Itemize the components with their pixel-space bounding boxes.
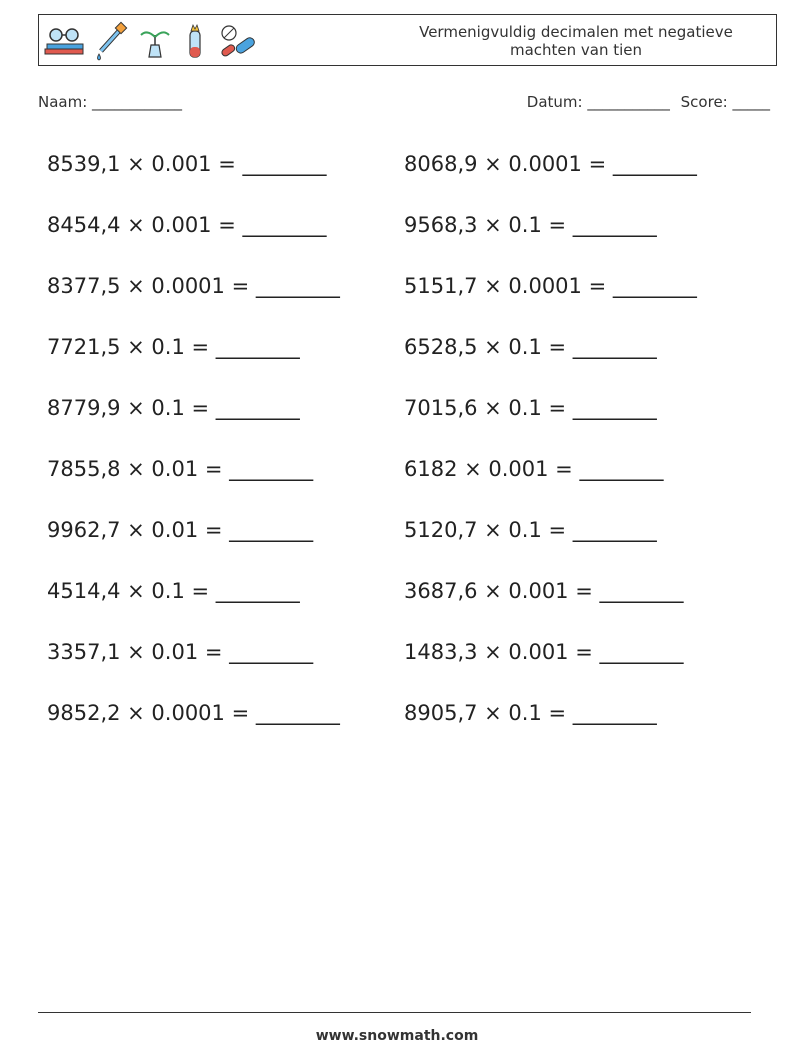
name-field: Naam: ____________: [38, 93, 183, 111]
glasses-books-icon: [43, 23, 87, 59]
problem-item: 7855,8 × 0.01 = ________: [47, 457, 314, 481]
problem-item: 9962,7 × 0.01 = ________: [47, 518, 314, 542]
test-tube-icon: [181, 21, 209, 61]
problem-item: 8068,9 × 0.0001 = ________: [404, 152, 697, 176]
problem-item: 9852,2 × 0.0001 = ________: [47, 701, 340, 725]
pills-icon: [215, 21, 259, 61]
footer-url: www.snowmath.com: [315, 1028, 479, 1044]
date-field: Datum: ___________: [526, 93, 670, 111]
problem-item: 7015,6 × 0.1 = ________: [404, 396, 657, 420]
problem-item: 5120,7 × 0.1 = ________: [404, 518, 657, 542]
worksheet-title: Vermenigvuldig decimalen met negatieve machten van tien: [419, 23, 733, 59]
problem-item: 9568,3 × 0.1 = ________: [404, 213, 657, 237]
problem-item: 7721,5 × 0.1 = ________: [47, 335, 300, 359]
problem-item: 1483,3 × 0.001 = ________: [404, 640, 684, 664]
problem-item: 8905,7 × 0.1 = ________: [404, 701, 657, 725]
date-score-fields: [521, 93, 770, 111]
header-icons: [43, 21, 259, 61]
problem-item: 3687,6 × 0.001 = ________: [404, 579, 684, 603]
problem-item: 8377,5 × 0.0001 = ________: [47, 274, 340, 298]
footer-divider: [38, 1012, 751, 1013]
problem-grid: [47, 146, 767, 756]
problem-item: 3357,1 × 0.01 = ________: [47, 640, 314, 664]
problem-item: 5151,7 × 0.0001 = ________: [404, 274, 697, 298]
plant-flask-icon: [135, 21, 175, 61]
worksheet-header: [38, 14, 777, 66]
problem-item: 6182 × 0.001 = ________: [404, 457, 664, 481]
problem-item: 8539,1 × 0.001 = ________: [47, 152, 327, 176]
pipette-icon: [93, 21, 129, 61]
problem-item: 6528,5 × 0.1 = ________: [404, 335, 657, 359]
score-field: Score: _____: [680, 93, 770, 111]
problem-item: 8454,4 × 0.001 = ________: [47, 213, 327, 237]
problem-item: 8779,9 × 0.1 = ________: [47, 396, 300, 420]
problem-item: 4514,4 × 0.1 = ________: [47, 579, 300, 603]
